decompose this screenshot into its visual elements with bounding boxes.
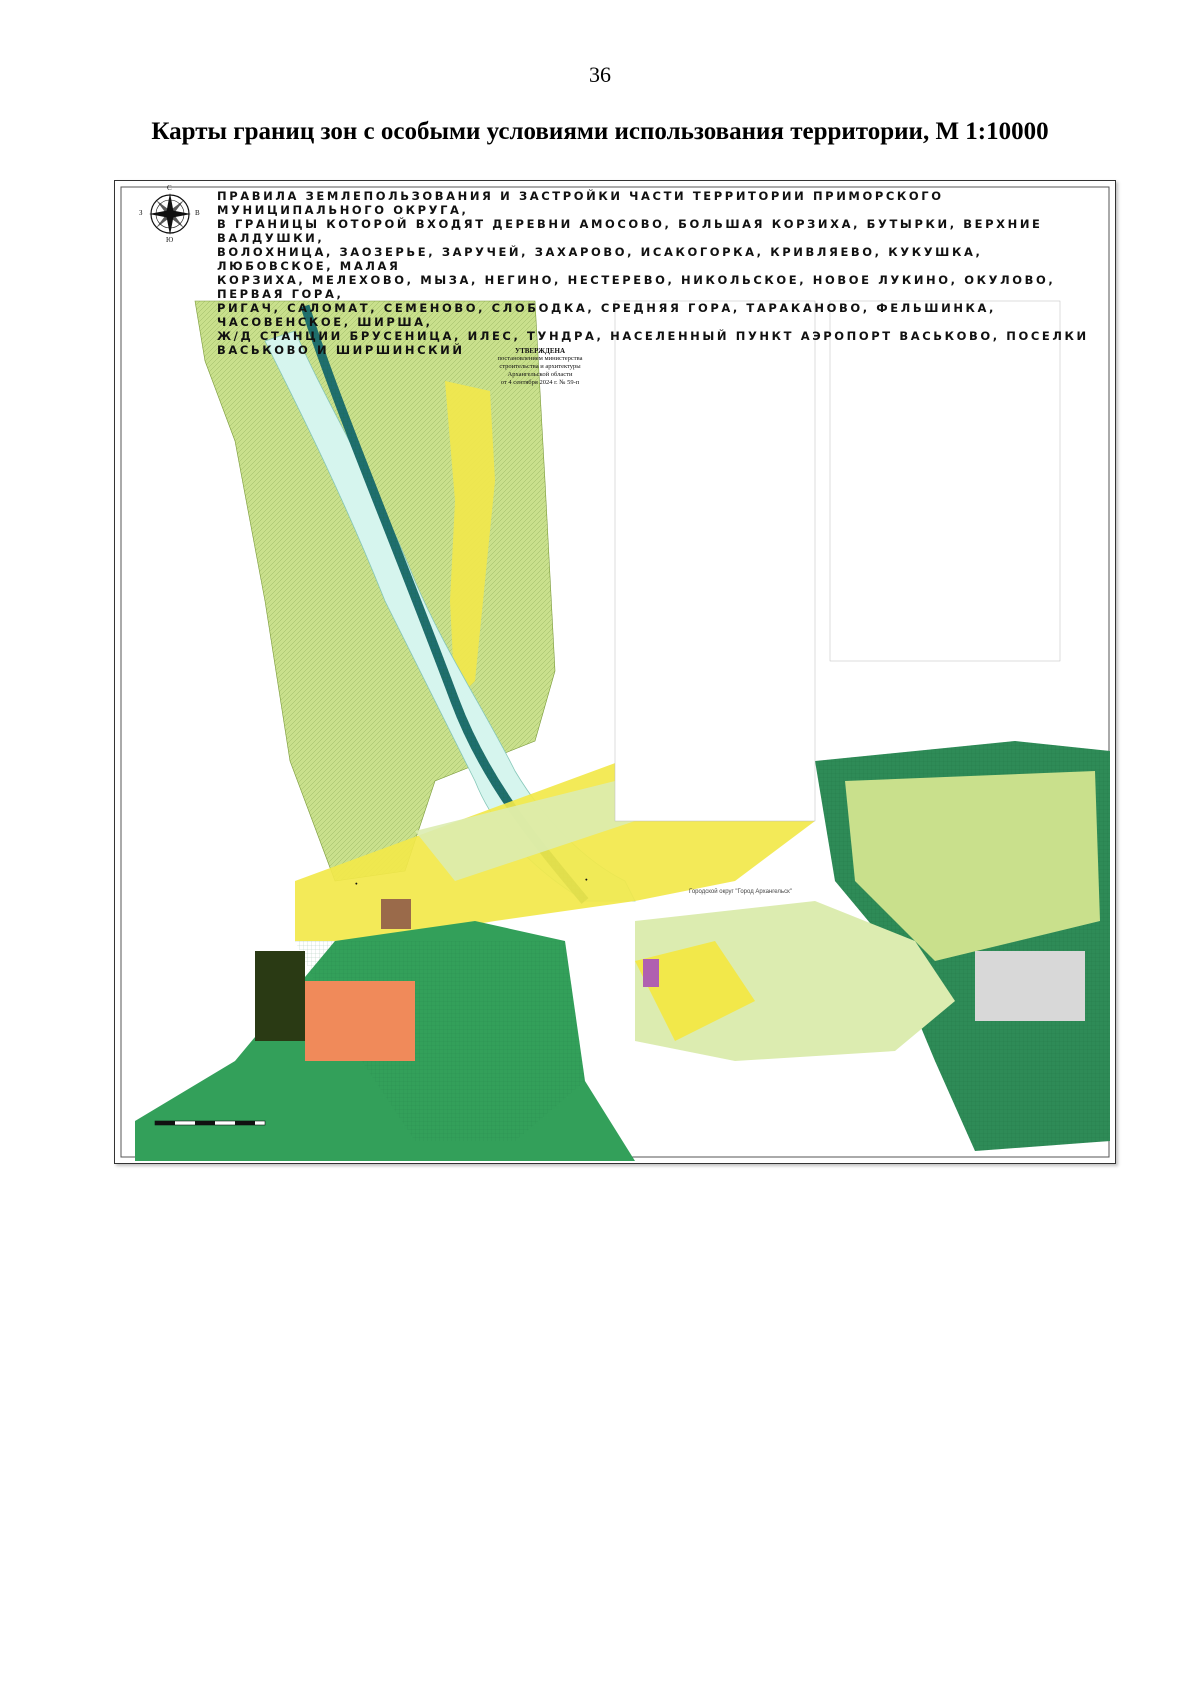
map-title [217, 189, 1097, 357]
city-label: Городской округ "Город Архангельск" [689, 889, 792, 895]
page-heading: Карты границ зон с особыми условиями использования территории, М 1:10000 [151, 118, 1049, 145]
scale-bar [155, 1121, 265, 1125]
map-title-line: В ГРАНИЦЫ КОТОРОЙ ВХОДЯТ ДЕРЕВНИ АМОСОВО, БОЛЬШАЯ КОРЗИХА, БУТЫРКИ, ВЕРХНИЕ ВАЛДУШКИ, [217, 217, 1043, 245]
map-title-line: КОРЗИХА, МЕЛЕХОВО, МЫЗА, НЕГИНО, НЕСТЕРЕВО, НИКОЛЬСКОЕ, НОВОЕ ЛУКИНО, ОКУЛОВО, ПЕРВАЯ ГОРА, [217, 273, 1056, 301]
zone-purple [643, 959, 659, 987]
compass-west: З [139, 209, 143, 217]
svg-text:●: ● [585, 877, 588, 882]
page-number: 36 [589, 62, 611, 87]
map-title-line: ВАСЬКОВО И ШИРШИНСКИЙ [217, 343, 465, 357]
zone-grey [975, 951, 1085, 1021]
map-title-line: ПРАВИЛА ЗЕМЛЕПОЛЬЗОВАНИЯ И ЗАСТРОЙКИ ЧАСТИ ТЕРРИТОРИИ ПРИМОРСКОГО МУНИЦИПАЛЬНОГО ОКРУГА, [217, 189, 944, 217]
zone-special-dark [255, 951, 305, 1041]
compass-rose-icon [149, 193, 191, 235]
map-title-line: Ж/Д СТАНЦИИ БРУСЕНИЦА, ИЛЕС, ТУНДРА, НАСЕЛЕННЫЙ ПУНКТ АЭРОПОРТ ВАСЬКОВО, ПОСЕЛКИ [217, 329, 1089, 343]
map-frame [114, 180, 1116, 1164]
approval-line: постановлением министерства [497, 355, 583, 362]
map-title-line: РИГАЧ, САЛОМАТ, СЕМЕНОВО, СЛОБОДКА, СРЕДНЯЯ ГОРА, ТАРАКАНОВО, ФЕЛЬШИНКА, ЧАСОВЕНСКОЕ, ШИРША, [217, 301, 997, 329]
compass-north: С [167, 184, 172, 192]
approval-line: от 4 сентября 2024 г. № 59-п [500, 379, 580, 386]
compass-east: В [195, 209, 200, 217]
map-title-line: ВОЛОХНИЦА, ЗАОЗЕРЬЕ, ЗАРУЧЕЙ, ЗАХАРОВО, ИСАКОГОРКА, КРИВЛЯЕВО, КУКУШКА, ЛЮБОВСКОЕ, МАЛАЯ [217, 245, 983, 273]
zone-brown [381, 899, 411, 929]
approval-line: Архангельской области [507, 371, 573, 378]
zone-orange [305, 981, 415, 1061]
legend-central [615, 301, 815, 821]
approval-block [465, 347, 615, 387]
compass-south: Ю [166, 236, 174, 244]
svg-text:●: ● [355, 881, 358, 886]
approval-head: УТВЕРЖДЕНА [514, 347, 566, 355]
approval-line: строительства и архитектуры [499, 363, 581, 370]
